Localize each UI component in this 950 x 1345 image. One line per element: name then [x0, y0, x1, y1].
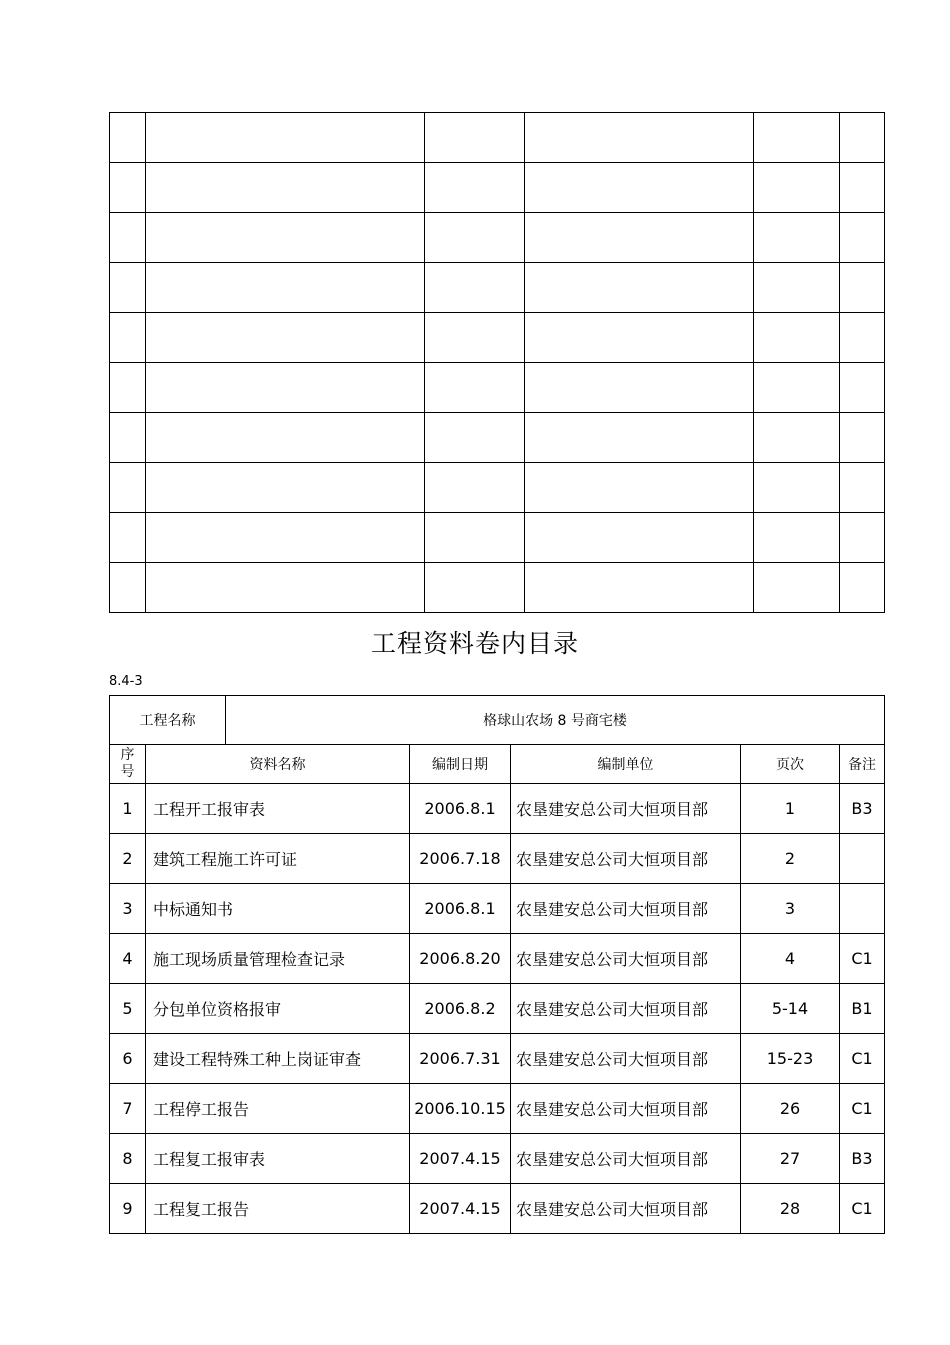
blank-cell [840, 213, 885, 263]
blank-cell [110, 363, 146, 413]
row-unit: 农垦建安总公司大恒项目部 [511, 884, 741, 934]
row-pages: 15-23 [741, 1034, 840, 1084]
row-note: C1 [840, 1084, 885, 1134]
row-note: C1 [840, 934, 885, 984]
row-name: 工程开工报审表 [146, 784, 410, 834]
blank-row [110, 263, 885, 313]
blank-cell [754, 163, 840, 213]
row-no: 6 [110, 1034, 146, 1084]
project-name-label: 工程名称 [110, 696, 226, 745]
header-pages: 页次 [741, 745, 840, 784]
blank-cell [146, 163, 425, 213]
blank-cell [525, 163, 754, 213]
blank-cell [754, 313, 840, 363]
blank-cell [754, 363, 840, 413]
blank-cell [425, 163, 525, 213]
row-unit: 农垦建安总公司大恒项目部 [511, 1084, 741, 1134]
blank-cell [425, 313, 525, 363]
row-unit: 农垦建安总公司大恒项目部 [511, 1184, 741, 1234]
table-row [110, 984, 885, 1034]
header-no-line1: 序 [120, 747, 135, 763]
blank-cell [425, 113, 525, 163]
row-note: B3 [840, 784, 885, 834]
blank-row [110, 213, 885, 263]
row-pages: 4 [741, 934, 840, 984]
blank-cell [425, 363, 525, 413]
table-row [110, 1134, 885, 1184]
project-table [109, 695, 885, 745]
blank-cell [754, 213, 840, 263]
blank-cell [425, 213, 525, 263]
row-note: C1 [840, 1184, 885, 1234]
row-date: 2006.10.15 [410, 1084, 511, 1134]
blank-cell [754, 413, 840, 463]
row-name: 施工现场质量管理检查记录 [146, 934, 410, 984]
row-name: 工程复工报审表 [146, 1134, 410, 1184]
blank-row [110, 413, 885, 463]
blank-cell [146, 363, 425, 413]
blank-cell [840, 313, 885, 363]
blank-cell [840, 263, 885, 313]
row-note: B1 [840, 984, 885, 1034]
row-pages: 1 [741, 784, 840, 834]
blank-cell [525, 513, 754, 563]
blank-cell [840, 113, 885, 163]
row-date: 2007.4.15 [410, 1184, 511, 1234]
blank-cell [840, 163, 885, 213]
blank-cell [525, 213, 754, 263]
blank-cell [525, 313, 754, 363]
blank-cell [110, 463, 146, 513]
project-name-value: 格球山农场 8 号商宅楼 [226, 696, 885, 745]
row-date: 2006.8.20 [410, 934, 511, 984]
row-no: 7 [110, 1084, 146, 1134]
header-name: 资料名称 [146, 745, 410, 784]
row-note [840, 834, 885, 884]
blank-cell [840, 463, 885, 513]
blank-row [110, 563, 885, 613]
blank-row [110, 313, 885, 363]
blank-grid-table [109, 112, 885, 613]
blank-cell [525, 563, 754, 613]
row-no: 4 [110, 934, 146, 984]
blank-cell [754, 263, 840, 313]
blank-cell [840, 363, 885, 413]
blank-grid-body [110, 113, 885, 613]
row-pages: 26 [741, 1084, 840, 1134]
header-no [110, 745, 146, 784]
blank-cell [110, 213, 146, 263]
row-date: 2006.7.31 [410, 1034, 511, 1084]
row-date: 2007.4.15 [410, 1134, 511, 1184]
blank-cell [840, 513, 885, 563]
blank-cell [146, 513, 425, 563]
blank-row [110, 463, 885, 513]
table-row [110, 1184, 885, 1234]
blank-cell [110, 263, 146, 313]
row-pages: 3 [741, 884, 840, 934]
row-name: 分包单位资格报审 [146, 984, 410, 1034]
blank-cell [110, 413, 146, 463]
row-note [840, 884, 885, 934]
blank-cell [146, 263, 425, 313]
row-date: 2006.8.2 [410, 984, 511, 1034]
blank-cell [754, 513, 840, 563]
blank-cell [425, 563, 525, 613]
document-code: 8.4-3 [109, 674, 143, 689]
blank-cell [110, 513, 146, 563]
blank-cell [110, 163, 146, 213]
blank-cell [110, 313, 146, 363]
blank-cell [525, 113, 754, 163]
table-row [110, 1034, 885, 1084]
blank-cell [146, 463, 425, 513]
row-no: 8 [110, 1134, 146, 1184]
blank-cell [525, 463, 754, 513]
row-no: 5 [110, 984, 146, 1034]
row-unit: 农垦建安总公司大恒项目部 [511, 984, 741, 1034]
blank-cell [525, 413, 754, 463]
header-unit: 编制单位 [511, 745, 741, 784]
blank-cell [146, 413, 425, 463]
row-unit: 农垦建安总公司大恒项目部 [511, 834, 741, 884]
row-note: B3 [840, 1134, 885, 1184]
blank-cell [425, 463, 525, 513]
row-unit: 农垦建安总公司大恒项目部 [511, 1034, 741, 1084]
row-no: 1 [110, 784, 146, 834]
table-row [110, 1084, 885, 1134]
row-date: 2006.8.1 [410, 784, 511, 834]
catalog-table [109, 744, 885, 1234]
blank-cell [425, 263, 525, 313]
blank-cell [146, 313, 425, 363]
project-row [110, 696, 885, 745]
catalog-header-row [110, 745, 885, 784]
blank-cell [840, 563, 885, 613]
row-pages: 27 [741, 1134, 840, 1184]
row-note: C1 [840, 1034, 885, 1084]
row-name: 中标通知书 [146, 884, 410, 934]
document-title: 工程资料卷内目录 [370, 629, 579, 658]
blank-row [110, 513, 885, 563]
blank-cell [425, 413, 525, 463]
row-no: 3 [110, 884, 146, 934]
blank-cell [754, 113, 840, 163]
row-pages: 5-14 [741, 984, 840, 1034]
blank-cell [525, 263, 754, 313]
row-unit: 农垦建安总公司大恒项目部 [511, 784, 741, 834]
table-row [110, 784, 885, 834]
blank-row [110, 363, 885, 413]
blank-cell [110, 563, 146, 613]
row-unit: 农垦建安总公司大恒项目部 [511, 934, 741, 984]
blank-row [110, 113, 885, 163]
blank-cell [754, 563, 840, 613]
row-pages: 2 [741, 834, 840, 884]
blank-cell [110, 113, 146, 163]
row-name: 建筑工程施工许可证 [146, 834, 410, 884]
row-date: 2006.8.1 [410, 884, 511, 934]
row-no: 2 [110, 834, 146, 884]
row-name: 工程复工报告 [146, 1184, 410, 1234]
blank-cell [146, 563, 425, 613]
blank-cell [525, 363, 754, 413]
header-note: 备注 [840, 745, 885, 784]
row-unit: 农垦建安总公司大恒项目部 [511, 1134, 741, 1184]
blank-row [110, 163, 885, 213]
blank-cell [840, 413, 885, 463]
row-date: 2006.7.18 [410, 834, 511, 884]
table-row [110, 834, 885, 884]
header-no-line2: 号 [120, 764, 135, 780]
blank-cell [425, 513, 525, 563]
blank-cell [146, 213, 425, 263]
row-name: 工程停工报告 [146, 1084, 410, 1134]
blank-cell [754, 463, 840, 513]
row-pages: 28 [741, 1184, 840, 1234]
blank-cell [146, 113, 425, 163]
row-name: 建设工程特殊工种上岗证审查 [146, 1034, 410, 1084]
row-no: 9 [110, 1184, 146, 1234]
header-date: 编制日期 [410, 745, 511, 784]
table-row [110, 884, 885, 934]
table-row [110, 934, 885, 984]
